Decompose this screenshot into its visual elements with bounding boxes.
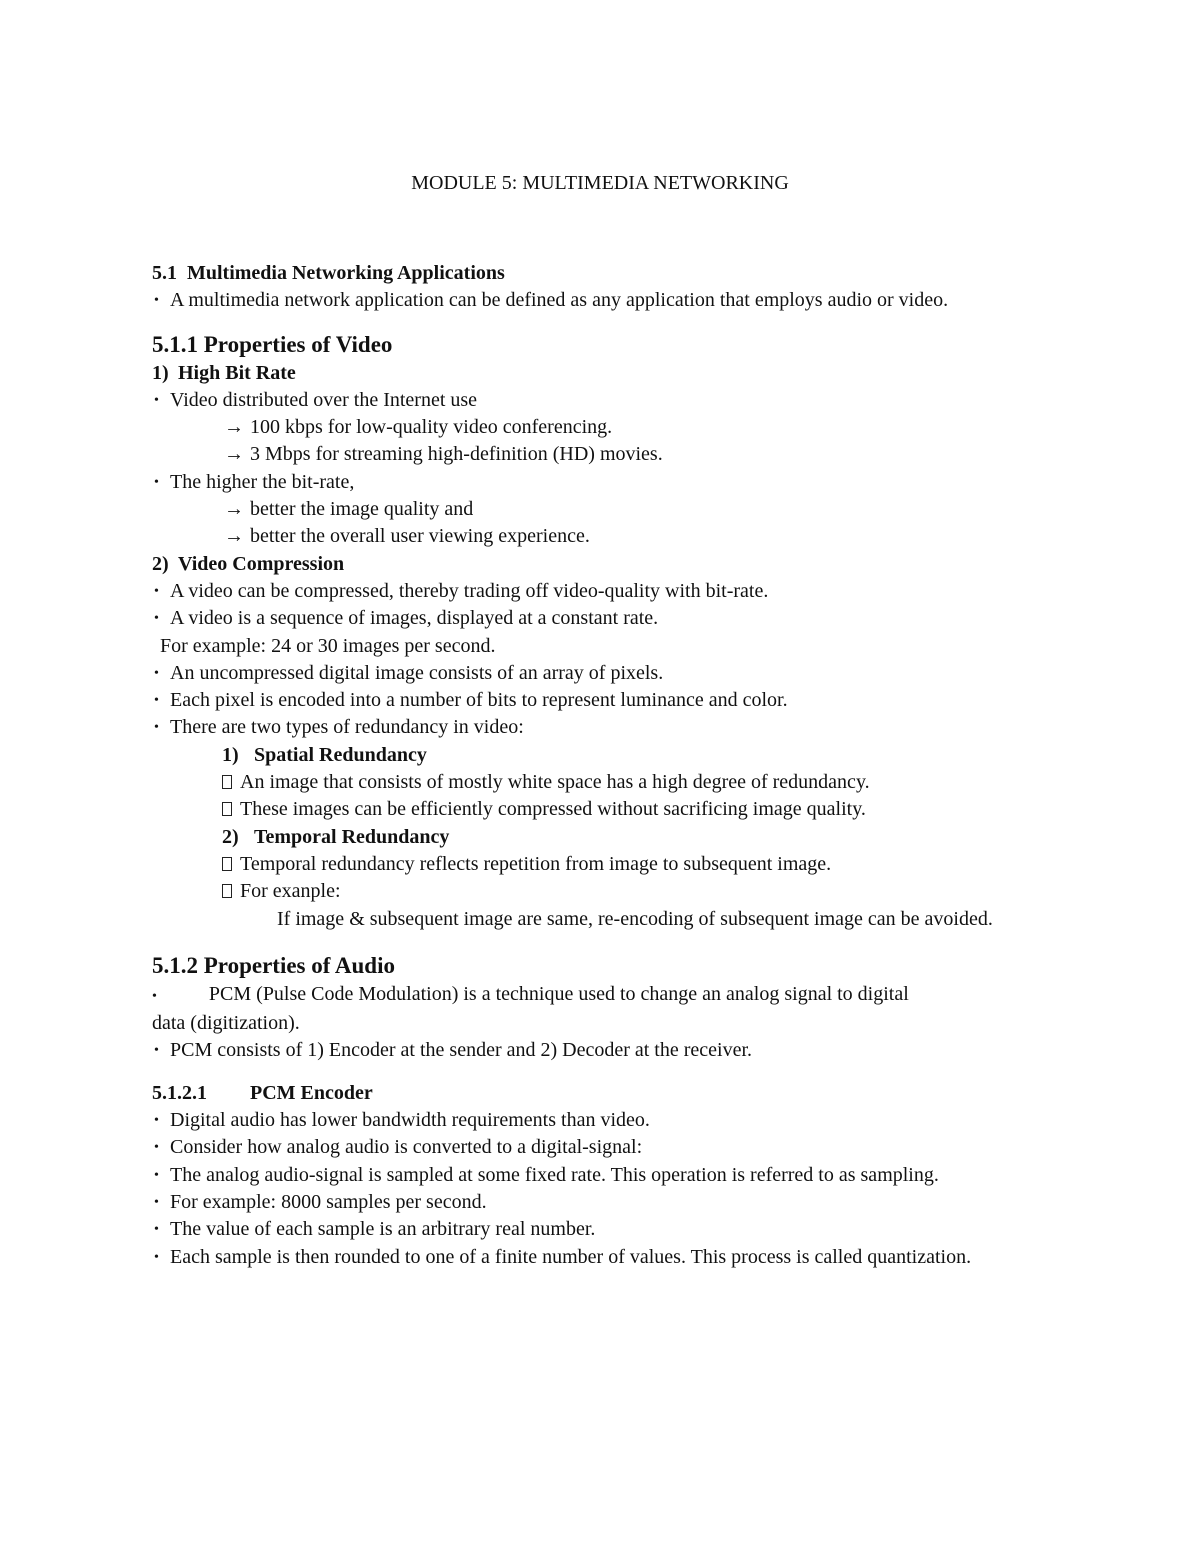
example-line: For example: 24 or 30 images per second. xyxy=(160,634,496,657)
list-item: • Each pixel is encoded into a number of bits to represent luminance and color. xyxy=(152,687,1052,714)
list-item: • Video distributed over the Internet use xyxy=(152,387,1052,414)
list-item: • An uncompressed digital image consists of an array of pixels. xyxy=(152,660,1052,687)
list-item: • Digital audio has lower bandwidth requirements than video. xyxy=(152,1107,1052,1134)
arrow-item: → 3 Mbps for streaming high-definition (HD) movies. xyxy=(152,441,1052,468)
bullet-icon: • xyxy=(154,583,159,599)
section-number: 5.1.2 xyxy=(152,952,198,978)
list-item: • There are two types of redundancy in video: xyxy=(152,714,1052,741)
list-item: • The higher the bit-rate, xyxy=(152,469,1052,496)
arrow-icon: → xyxy=(224,443,244,466)
list-item: • Consider how analog audio is converted to a digital-signal: xyxy=(152,1134,1052,1161)
bullet-icon: • xyxy=(154,1222,159,1238)
arrow-item: → better the image quality and xyxy=(152,496,1052,523)
temporal-redundancy-heading: 2) Temporal Redundancy xyxy=(222,825,450,848)
section-heading-5-1-1 xyxy=(152,330,1052,360)
bullet-icon: • xyxy=(154,1194,159,1210)
box-item: For exanple: xyxy=(152,878,1052,905)
spatial-redundancy-heading: 1) Spatial Redundancy xyxy=(222,743,427,766)
section-title: Properties of Video xyxy=(203,331,393,357)
section-title: Multimedia Networking Applications xyxy=(187,262,505,284)
list-item: • The analog audio-signal is sampled at some fixed rate. This operation is referred to as sampling. xyxy=(152,1162,1052,1189)
section-title: Properties of Audio xyxy=(203,952,395,978)
arrow-item: → better the overall user viewing experience. xyxy=(152,523,1052,550)
bullet-icon: • xyxy=(154,1167,159,1183)
page-title: MODULE 5: MULTIMEDIA NETWORKING xyxy=(411,172,789,194)
bullet-icon: • xyxy=(154,392,159,408)
bullet-icon: • xyxy=(154,1249,159,1265)
bullet-icon: • xyxy=(154,720,159,736)
box-item: These images can be efficiently compressed without sacrificing image quality. xyxy=(152,796,1052,823)
arrow-icon: → xyxy=(224,416,244,439)
section-title: PCM Encoder xyxy=(250,1081,373,1104)
square-bullet-icon xyxy=(222,802,232,816)
arrow-icon: → xyxy=(224,525,244,548)
section-number: 5.1.2.1 xyxy=(152,1081,207,1104)
bullet-icon: • xyxy=(154,293,159,309)
bullet-icon: • xyxy=(154,474,159,490)
section-number: 5.1.1 xyxy=(152,331,198,357)
section-number: 5.1 xyxy=(152,262,177,284)
arrow-icon: → xyxy=(224,498,244,521)
list-item: • A video can be compressed, thereby trading off video-quality with bit-rate. xyxy=(152,578,1052,605)
square-bullet-icon xyxy=(222,775,232,789)
list-item-continuation: data (digitization). xyxy=(152,1012,300,1035)
list-item: • A multimedia network application can be defined as any application that employs audio or video. xyxy=(152,287,1052,314)
bullet-icon: • xyxy=(152,988,157,1004)
box-item: An image that consists of mostly white space has a high degree of redundancy. xyxy=(152,769,1052,796)
list-item: • The value of each sample is an arbitrary real number. xyxy=(152,1216,1052,1243)
bullet-icon: • xyxy=(154,1140,159,1156)
square-bullet-icon xyxy=(222,884,232,898)
item-heading-video-compression: 2) Video Compression xyxy=(152,552,345,575)
list-item: • Each sample is then rounded to one of a finite number of values. This process is called quantization. xyxy=(152,1244,1052,1271)
section-heading-5-1-2 xyxy=(152,951,1052,981)
document-body xyxy=(152,260,1052,1271)
bullet-icon: • xyxy=(154,1113,159,1129)
bullet-icon: • xyxy=(154,1043,159,1059)
bullet-icon: • xyxy=(154,611,159,627)
bullet-icon: • xyxy=(154,665,159,681)
section-heading-5-1-2-1 xyxy=(152,1080,1052,1107)
list-item: • For example: 8000 samples per second. xyxy=(152,1189,1052,1216)
bullet-icon: • xyxy=(154,693,159,709)
example-detail: If image & subsequent image are same, re-encoding of subsequent image can be avoided. xyxy=(277,907,993,930)
section-heading-5-1 xyxy=(152,260,1052,287)
list-item: • PCM consists of 1) Encoder at the sender and 2) Decoder at the receiver. xyxy=(152,1037,1052,1064)
list-item: • PCM (Pulse Code Modulation) is a technique used to change an analog signal to digital xyxy=(152,982,909,1005)
box-item: Temporal redundancy reflects repetition from image to subsequent image. xyxy=(152,851,1052,878)
item-heading-high-bit-rate: 1) High Bit Rate xyxy=(152,361,296,384)
square-bullet-icon xyxy=(222,857,232,871)
list-item: • A video is a sequence of images, displayed at a constant rate. xyxy=(152,605,1052,632)
arrow-item: → 100 kbps for low-quality video conferencing. xyxy=(152,414,1052,441)
